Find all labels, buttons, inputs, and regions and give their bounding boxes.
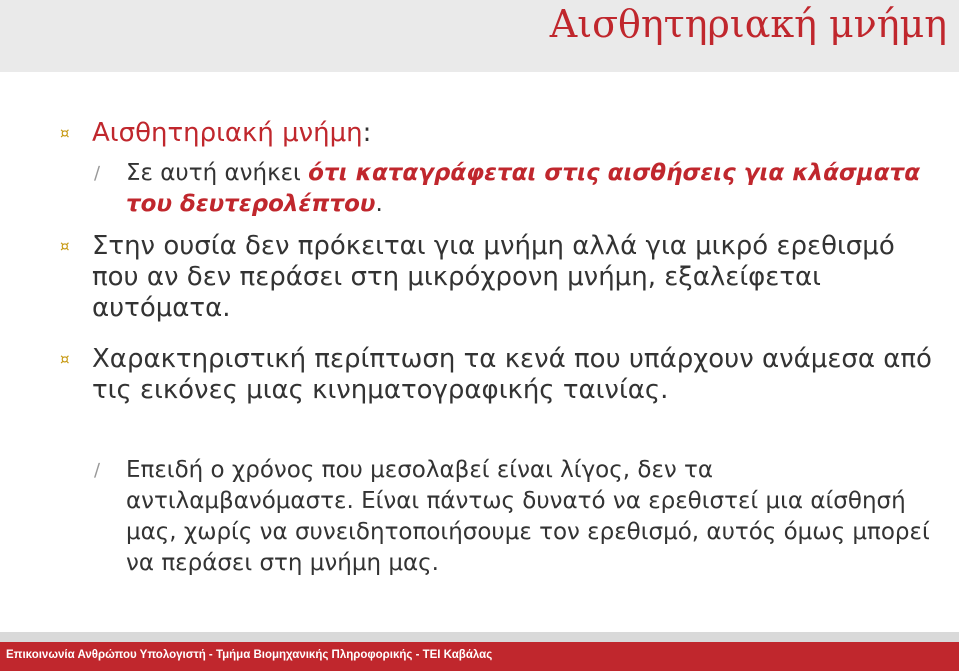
sub-item-1 (126, 158, 936, 220)
footer-text: Επικοινωνία Ανθρώπου Υπολογιστή - Τμήμα Βιομηχανικής Πληροφορικής - ΤΕΙ Καβάλας (6, 649, 493, 661)
slide-title: Αισθητηριακή μνήμη (549, 2, 947, 46)
bullet-icon: ¤ (60, 237, 70, 255)
sub-bullet-icon: ∕ (94, 460, 101, 481)
bullet-icon: ¤ (60, 124, 70, 142)
sub-bullet-icon: ∕ (94, 163, 101, 184)
sub-item-1-suffix: . (375, 191, 383, 217)
footer-bar (0, 642, 959, 671)
sub-item-1-highlight: ότι καταγράφεται στις αισθήσεις για κλάσματα του δευτερολέπτου (126, 160, 921, 217)
bullet-icon: ¤ (60, 350, 70, 368)
bullet-item-3: Χαρακτηριστική περίπτωση τα κενά που υπάρχουν ανάμεσα από τις εικόνες μιας κινηματογραφικής ταινίας. (92, 344, 932, 405)
term-label: Αισθητηριακή μνήμη (92, 118, 363, 148)
sub-item-2: Επειδή ο χρόνος που μεσολαβεί είναι λίγος, δεν τα αντιλαμβανόμαστε. Είναι πάντως δυνατό να ερεθιστεί μια αίσθησή μας, χωρίς να συνειδητοποιήσουμε τον ερεθισμό, αυτός όμως μπορεί να περάσει στη μνήμη μας. (126, 457, 930, 576)
bullet-item-2: Στην ουσία δεν πρόκειται για μνήμη αλλά για μικρό ερεθισμό που αν δεν περάσει στη μικρόχρονη μνήμη, εξαλείφεται αυτόματα. (92, 231, 895, 323)
bullet-item-1 (92, 118, 932, 149)
sub-item-1-prefix: Σε αυτή ανήκει (126, 160, 309, 186)
footer-divider (0, 632, 959, 642)
term-colon: : (362, 118, 372, 148)
